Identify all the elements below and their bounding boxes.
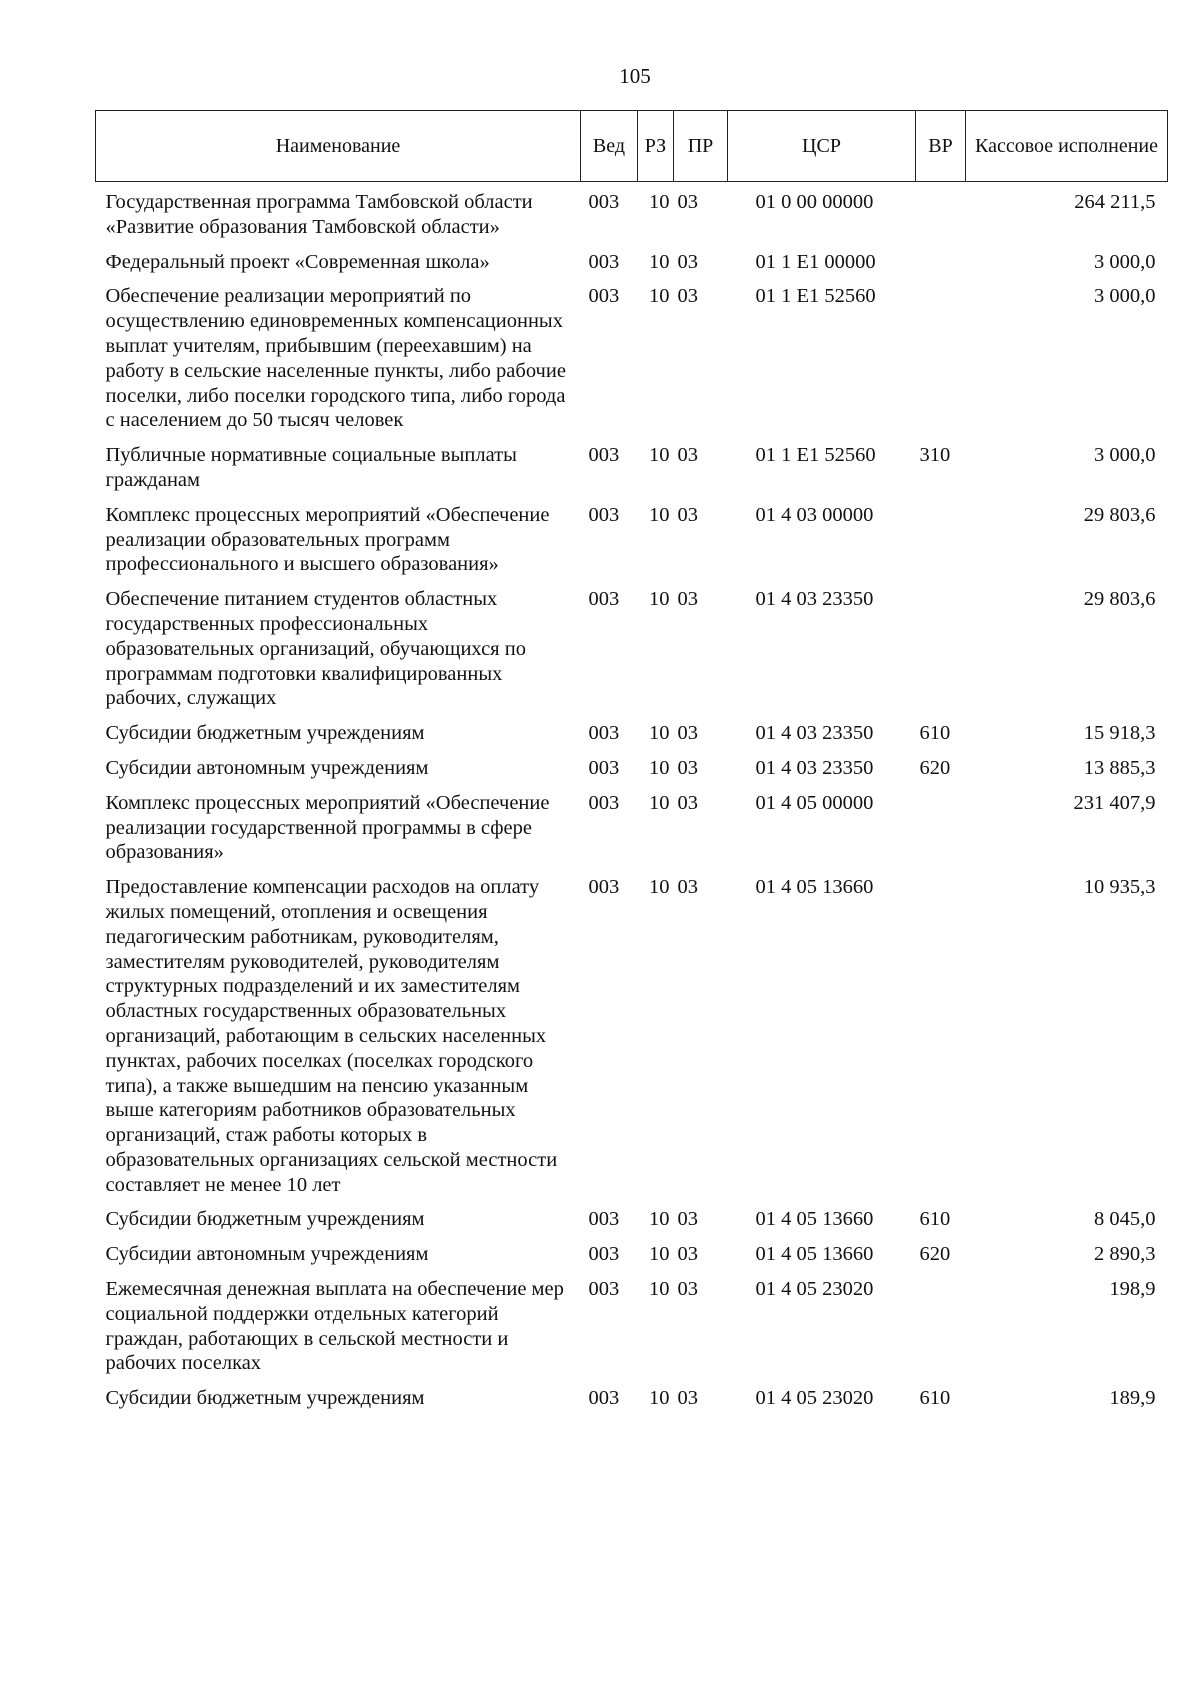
row-name: Обеспечение реализации мероприятий по осуществлению единовременных компенсационных выплат учителям, прибывшим (переехавшим) на работу в сельские населенные пункты, либо рабочие поселки, либо поселки городского типа, либо города с населением до 50 тысяч человек [105, 285, 566, 432]
table-row [96, 713, 1168, 748]
table-row [96, 435, 1168, 495]
row-rz: 10 [649, 791, 670, 814]
row-sum: 198,9 [1109, 1278, 1156, 1301]
page-number: 105 [619, 64, 651, 88]
row-name: Обеспечение питанием студентов областных государственных профессиональных образовательных организаций, обучающихся по программам подготовки квалифицированных рабочих, служащих [105, 588, 526, 710]
table-row [96, 579, 1168, 713]
row-pr: 03 [677, 250, 698, 273]
row-rz: 10 [649, 285, 670, 308]
row-ved: 003 [588, 1278, 620, 1301]
row-name: Комплекс процессных мероприятий «Обеспечение реализации образовательных программ профессионального и высшего образования» [105, 503, 550, 576]
header-pr: ПР [674, 111, 728, 182]
row-pr: 03 [677, 1278, 698, 1301]
row-sum: 8 045,0 [1094, 1208, 1156, 1231]
header-ved: Вед [581, 111, 638, 182]
row-vr [916, 1269, 966, 1378]
row-vr [916, 495, 966, 579]
row-csr: 01 4 03 23350 [755, 756, 874, 779]
table-row [96, 867, 1168, 1199]
row-rz: 10 [649, 588, 670, 611]
row-ved: 003 [588, 588, 620, 611]
row-csr: 01 0 00 00000 [755, 191, 874, 213]
row-ved: 003 [588, 722, 620, 745]
row-rz: 10 [649, 503, 670, 526]
row-pr: 03 [677, 444, 698, 467]
row-vr: 610 [919, 1387, 951, 1410]
row-name: Субсидии бюджетным учреждениям [105, 1208, 425, 1231]
table-row [96, 748, 1168, 783]
row-sum: 189,9 [1109, 1387, 1156, 1410]
row-vr: 620 [919, 1243, 951, 1266]
row-ved: 003 [588, 1243, 620, 1266]
row-sum: 3 000,0 [1094, 444, 1156, 467]
row-name: Субсидии автономным учреждениям [105, 1243, 429, 1266]
row-ved: 003 [588, 444, 620, 467]
row-pr: 03 [677, 1387, 698, 1410]
row-pr: 03 [677, 285, 698, 308]
row-ved: 003 [588, 191, 620, 213]
row-pr: 03 [677, 191, 698, 213]
table-row [96, 182, 1168, 242]
row-ved: 003 [588, 1387, 620, 1410]
row-name: Федеральный проект «Современная школа» [105, 250, 490, 273]
row-ved: 003 [588, 791, 620, 814]
row-name: Комплекс процессных мероприятий «Обеспечение реализации государственной программы в сфере образования» [105, 791, 550, 864]
row-sum: 3 000,0 [1094, 250, 1156, 273]
row-rz: 10 [649, 722, 670, 745]
row-vr [916, 276, 966, 435]
table-row [96, 276, 1168, 435]
row-csr: 01 1 Е1 52560 [755, 444, 876, 467]
row-vr [916, 867, 966, 1199]
row-pr: 03 [677, 1208, 698, 1231]
row-sum: 10 935,3 [1083, 876, 1156, 899]
table-row [96, 495, 1168, 579]
row-csr: 01 1 Е1 52560 [755, 285, 876, 308]
row-csr: 01 4 05 23020 [755, 1278, 874, 1301]
row-ved: 003 [588, 1208, 620, 1231]
row-csr: 01 4 05 00000 [755, 791, 874, 814]
row-name: Предоставление компенсации расходов на оплату жилых помещений, отопления и освещения педагогическим работникам, руководителям, заместителям руководителей, руководителям структурных подразделений и их заместителям областных государственных образовательных организаций, работающим в сельских населенных пунктах, рабочих поселках (поселках городского типа), а также вышедшим на пенсию указанным выше категориям работников образовательных организаций, стаж работы которых в образовательных организациях сельской местности составляет не менее 10 лет [105, 876, 558, 1196]
row-csr: 01 4 03 23350 [755, 588, 874, 611]
budget-table [95, 110, 1168, 1413]
row-name: Ежемесячная денежная выплата на обеспечение мер социальной поддержки отдельных категорий граждан, работающих в сельской местности и рабочих поселках [105, 1278, 564, 1375]
row-ved: 003 [588, 285, 620, 308]
row-rz: 10 [649, 876, 670, 899]
row-sum: 29 803,6 [1083, 588, 1156, 611]
row-sum: 3 000,0 [1094, 285, 1156, 308]
row-ved: 003 [588, 250, 620, 273]
row-pr: 03 [677, 1243, 698, 1266]
header-name: Наименование [96, 111, 581, 182]
row-vr [916, 579, 966, 713]
row-csr: 01 4 05 23020 [755, 1387, 874, 1410]
row-pr: 03 [677, 588, 698, 611]
row-vr [916, 242, 966, 277]
row-csr: 01 4 05 13660 [755, 876, 874, 899]
row-rz: 10 [649, 444, 670, 467]
row-csr: 01 4 03 00000 [755, 503, 874, 526]
row-rz: 10 [649, 756, 670, 779]
row-vr [916, 783, 966, 867]
header-rz: РЗ [638, 111, 674, 182]
row-name: Субсидии автономным учреждениям [105, 756, 429, 779]
table-row [96, 783, 1168, 867]
row-vr: 610 [919, 1208, 951, 1231]
row-name: Субсидии бюджетным учреждениям [105, 1387, 425, 1410]
row-pr: 03 [677, 503, 698, 526]
row-pr: 03 [677, 876, 698, 899]
row-name: Публичные нормативные социальные выплаты гражданам [105, 444, 517, 491]
row-sum: 2 890,3 [1094, 1243, 1156, 1266]
table-row [96, 1234, 1168, 1269]
row-ved: 003 [588, 756, 620, 779]
header-sum: Кассовое исполнение [966, 111, 1168, 182]
row-rz: 10 [649, 1243, 670, 1266]
row-ved: 003 [588, 503, 620, 526]
row-rz: 10 [649, 191, 670, 213]
row-sum: 15 918,3 [1083, 722, 1156, 745]
row-sum: 231 407,9 [1073, 791, 1156, 814]
row-rz: 10 [649, 1278, 670, 1301]
table-header [96, 111, 1168, 182]
row-ved: 003 [588, 876, 620, 899]
row-name: Субсидии бюджетным учреждениям [105, 722, 425, 745]
row-rz: 10 [649, 1387, 670, 1410]
table-row [96, 1199, 1168, 1234]
row-sum: 29 803,6 [1083, 503, 1156, 526]
row-pr: 03 [677, 791, 698, 814]
row-csr: 01 1 Е1 00000 [755, 250, 876, 273]
row-pr: 03 [677, 722, 698, 745]
row-vr [916, 182, 966, 242]
table-row [96, 1269, 1168, 1378]
header-csr: ЦСР [728, 111, 916, 182]
row-sum: 264 211,5 [1074, 191, 1156, 213]
row-csr: 01 4 03 23350 [755, 722, 874, 745]
row-name: Государственная программа Тамбовской области «Развитие образования Тамбовской области» [105, 191, 533, 238]
row-vr: 620 [919, 756, 951, 779]
row-vr: 610 [919, 722, 951, 745]
row-vr: 310 [919, 444, 951, 467]
row-rz: 10 [649, 250, 670, 273]
header-vr: ВР [916, 111, 966, 182]
budget-table-container [95, 110, 1167, 1413]
row-pr: 03 [677, 756, 698, 779]
row-csr: 01 4 05 13660 [755, 1208, 874, 1231]
row-sum: 13 885,3 [1083, 756, 1156, 779]
table-body [96, 182, 1168, 1414]
table-row [96, 1378, 1168, 1413]
row-rz: 10 [649, 1208, 670, 1231]
table-row [96, 242, 1168, 277]
row-csr: 01 4 05 13660 [755, 1243, 874, 1266]
